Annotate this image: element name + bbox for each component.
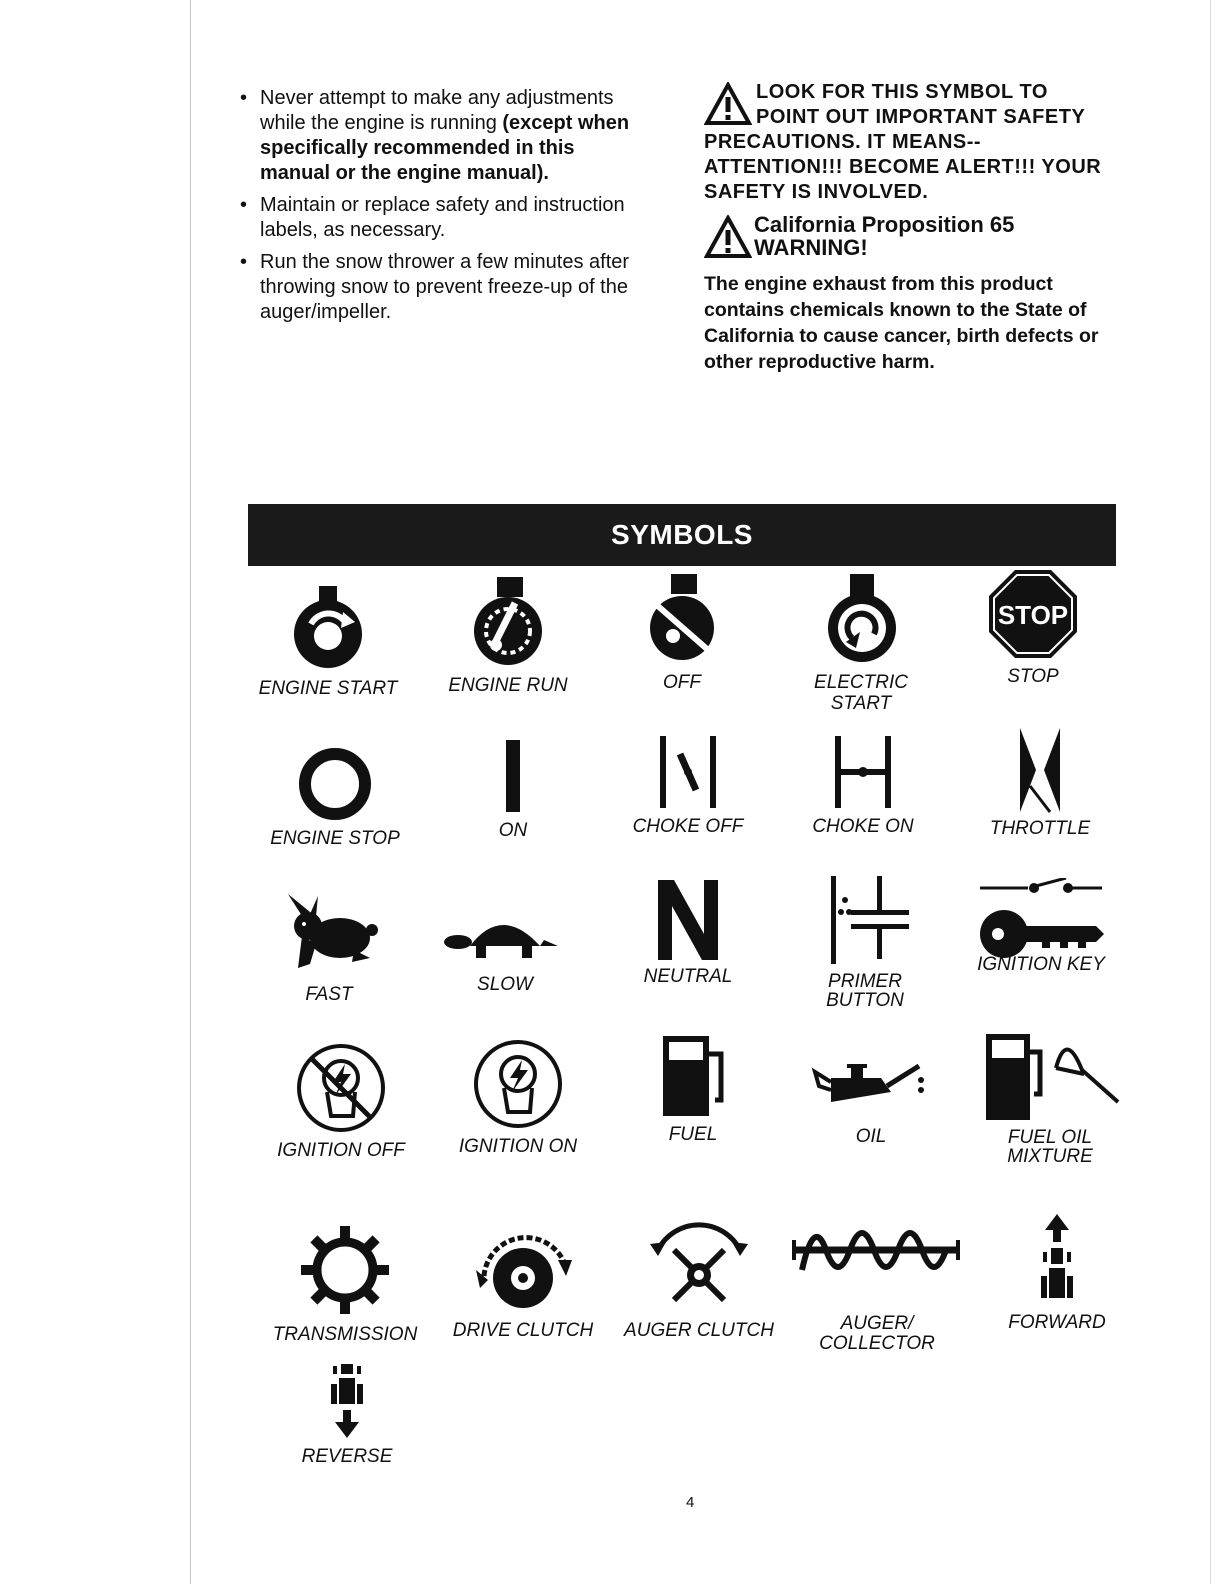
key-icon xyxy=(976,878,1106,962)
symbol-label: PRIMER BUTTON xyxy=(826,971,904,1011)
symbol-label: IGNITION KEY xyxy=(977,954,1105,975)
symbol-auger-collector xyxy=(792,1220,962,1354)
reverse-arrow-icon xyxy=(317,1362,377,1442)
page-number: 4 xyxy=(686,1494,695,1511)
oil-can-icon xyxy=(811,1052,931,1112)
symbol-on xyxy=(428,736,598,841)
throttle-icon xyxy=(1000,726,1080,814)
choke-off-icon xyxy=(648,732,728,812)
symbol-choke-on xyxy=(778,732,948,837)
prop65-warning: WARNING! xyxy=(754,235,868,260)
warning-triangle-icon xyxy=(704,215,752,259)
safety-rule-text: Run the snow thrower a few minutes after throwing snow to prevent freeze-up of the auger/impeller. xyxy=(260,251,630,323)
electric-start-icon xyxy=(816,572,906,668)
symbols-heading: SYMBOLS xyxy=(611,519,753,550)
symbol-label: TRANSMISSION xyxy=(272,1324,418,1345)
symbol-label: IGNITION OFF xyxy=(277,1140,405,1161)
symbol-throttle xyxy=(955,726,1125,839)
auger-icon xyxy=(792,1220,962,1286)
ignition-off-icon xyxy=(293,1040,389,1136)
symbol-label: IGNITION ON xyxy=(458,1136,578,1157)
symbol-engine-run xyxy=(423,575,593,696)
symbol-electric-start xyxy=(776,572,946,714)
ignition-on-icon xyxy=(470,1036,566,1132)
symbol-label: CHOKE OFF xyxy=(632,816,744,837)
letter-n-icon xyxy=(648,878,728,962)
symbol-ignition-off xyxy=(256,1040,426,1161)
symbol-label: DRIVE CLUTCH xyxy=(452,1320,594,1341)
symbol-label: FAST xyxy=(305,984,353,1005)
symbol-off xyxy=(597,572,767,693)
symbol-drive-clutch xyxy=(438,1216,608,1341)
symbol-label: FUEL OIL MIXTURE xyxy=(1007,1127,1093,1167)
symbol-label: FORWARD xyxy=(1008,1312,1106,1333)
symbol-forward xyxy=(972,1212,1142,1333)
safety-rule-labels: • Maintain or replace safety and instruction labels, as necessary. xyxy=(240,194,625,241)
symbol-neutral xyxy=(603,878,773,987)
rabbit-icon xyxy=(274,892,384,980)
gear-icon xyxy=(295,1220,395,1320)
symbol-label: STOP xyxy=(1007,666,1059,687)
symbol-label: ELECTRIC START xyxy=(814,672,908,714)
symbol-transmission xyxy=(260,1220,430,1345)
engine-off-icon xyxy=(637,572,727,668)
svg-text:STOP: STOP xyxy=(997,600,1069,630)
symbol-fuel xyxy=(608,1030,778,1145)
symbol-label: ENGINE RUN xyxy=(448,675,568,696)
safety-rule-text: Never attempt to make any adjustments while the engine is running xyxy=(260,87,614,134)
symbol-stop xyxy=(948,566,1118,687)
symbol-label: NEUTRAL xyxy=(643,966,733,987)
symbol-slow xyxy=(420,906,590,995)
fuel-pump-icon xyxy=(653,1030,733,1120)
choke-on-icon xyxy=(823,732,903,812)
safety-alert-text: LOOK FOR THIS SYMBOL TO POINT OUT IMPORTANT SAFETY PRECAUTIONS. IT MEANS--ATTENTION!!! BECOME ALERT!!! YOUR SAFETY IS INVOLVED. xyxy=(704,81,1102,203)
symbol-engine-stop xyxy=(250,744,420,849)
turtle-icon xyxy=(440,906,570,970)
stop-sign-icon xyxy=(985,566,1081,662)
ring-icon xyxy=(295,744,375,824)
prop65-block xyxy=(704,213,1112,375)
symbol-label: REVERSE xyxy=(301,1446,393,1467)
symbol-label: ENGINE STOP xyxy=(270,828,400,849)
symbol-label: CHOKE ON xyxy=(812,816,914,837)
binding-line xyxy=(190,0,191,1584)
symbol-label: OIL xyxy=(855,1126,887,1147)
symbol-label: ON xyxy=(498,820,528,841)
safety-rule-text: Maintain or replace safety and instruction labels, as necessary. xyxy=(260,194,625,241)
symbol-choke-off xyxy=(603,732,773,837)
safety-rule-bold-text: (except when specifically recommended in this manual or the engine manual). xyxy=(260,112,630,184)
safety-rules-list xyxy=(236,86,646,332)
auger-clutch-icon xyxy=(644,1220,754,1316)
symbol-oil xyxy=(786,1052,956,1147)
prop65-title: California Proposition 65 xyxy=(754,212,1015,237)
symbol-fuel-oil-mixture xyxy=(960,1030,1130,1166)
symbol-label: AUGER/ COLLECTOR xyxy=(819,1313,935,1354)
symbol-label: AUGER CLUTCH xyxy=(624,1320,774,1341)
symbol-engine-start xyxy=(243,582,413,699)
page-edge xyxy=(1210,0,1211,1584)
symbol-auger-clutch xyxy=(614,1220,784,1341)
symbols-banner xyxy=(248,504,1116,566)
symbol-label: THROTTLE xyxy=(989,818,1091,839)
symbol-label: ENGINE START xyxy=(258,678,398,699)
symbol-fast xyxy=(244,892,414,1005)
symbol-reverse xyxy=(262,1362,432,1467)
symbol-label: SLOW xyxy=(477,974,533,995)
drive-clutch-icon xyxy=(468,1216,578,1316)
primer-icon xyxy=(815,872,915,968)
prop65-text: The engine exhaust from this product contains chemicals known to the State of California to cause cancer, birth defects or other reproductive harm. xyxy=(704,273,1099,373)
fuel-oil-mixture-icon xyxy=(970,1030,1120,1124)
symbol-primer-button xyxy=(780,872,950,1010)
safety-alert-block xyxy=(704,80,1112,205)
symbol-label: FUEL xyxy=(668,1124,718,1145)
symbol-ignition-key xyxy=(956,878,1126,975)
symbol-label: OFF xyxy=(663,672,701,693)
safety-rule-run-after: • Run the snow thrower a few minutes after throwing snow to prevent freeze-up of the auger/impeller. xyxy=(240,251,630,323)
engine-run-icon xyxy=(463,575,553,671)
engine-start-icon xyxy=(283,582,373,674)
forward-arrow-icon xyxy=(1027,1212,1087,1308)
safety-rule-never-adjust: • Never attempt to make any adjustments while the engine is running (except when specifically recommended in this manual or the engine manual). xyxy=(240,87,630,184)
warning-triangle-icon xyxy=(704,82,752,126)
vertical-bar-icon xyxy=(493,736,533,816)
symbol-ignition-on xyxy=(433,1036,603,1157)
warnings-column xyxy=(704,80,1112,375)
